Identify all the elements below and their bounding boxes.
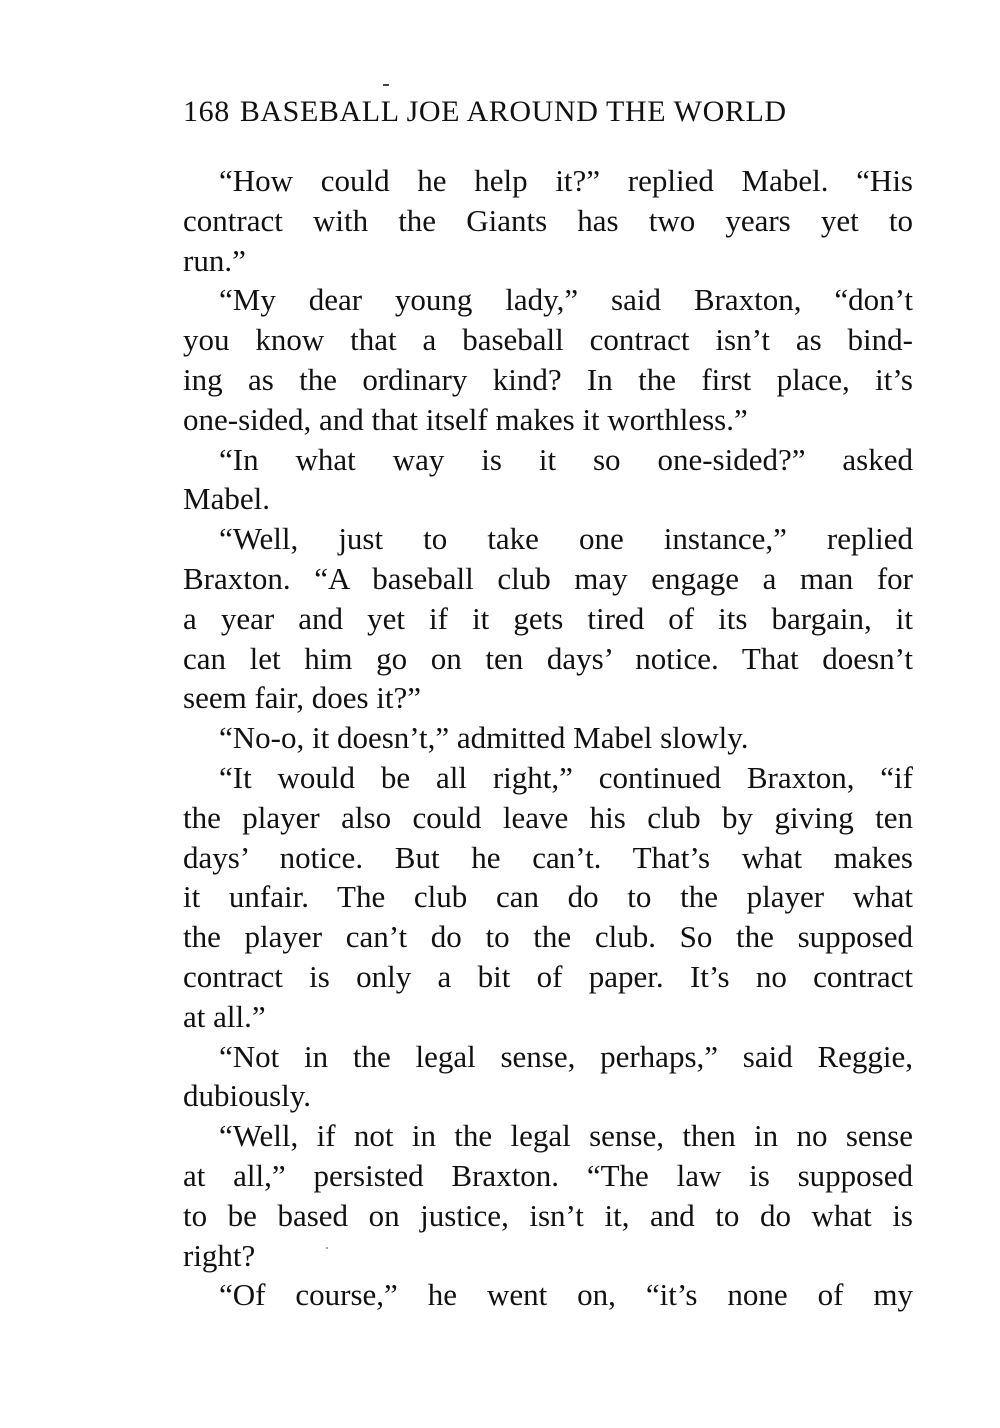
text-line: at all,” persisted Braxton. “The law is supposed	[183, 1157, 913, 1193]
body-text	[183, 161, 913, 1315]
text-line: run.”	[183, 242, 246, 278]
page-number: 168	[183, 95, 230, 128]
print-speck	[383, 84, 389, 86]
text-line: can let him go on ten days’ notice. That doesn’t	[183, 640, 913, 676]
text-line: you know that a baseball contract isn’t as bind-	[183, 322, 913, 358]
text-line: a year and yet if it gets tired of its bargain, it	[183, 600, 913, 636]
text-line: “Well, just to take one instance,” replied	[219, 521, 913, 557]
text-line: at all.”	[183, 998, 266, 1034]
text-line: “In what way is it so one-sided?” asked	[219, 441, 913, 477]
text-line: dubiously.	[183, 1078, 312, 1114]
running-title: BASEBALL JOE AROUND THE WORLD	[239, 95, 787, 128]
text-line: “Well, if not in the legal sense, then in no sense	[219, 1118, 913, 1154]
text-line: Braxton. “A baseball club may engage a man for	[183, 560, 913, 596]
text-line: ing as the ordinary kind? In the first place, it’s	[183, 361, 913, 397]
text-line: “How could he help it?” replied Mabel. “His	[219, 163, 913, 198]
text-line: “Not in the legal sense, perhaps,” said Reggie,	[219, 1038, 913, 1074]
text-line: contract is only a bit of paper. It’s no contract	[183, 958, 913, 994]
text-line: right?	[183, 1237, 256, 1273]
text-line: it unfair. The club can do to the player what	[183, 879, 913, 915]
text-line: “It would be all right,” continued Braxton, “if	[219, 759, 913, 795]
text-line: contract with the Giants has two years yet to	[183, 202, 913, 238]
text-line: seem fair, does it?”	[183, 680, 422, 716]
running-header	[183, 92, 913, 132]
text-line: to be based on justice, isn’t it, and to do what is	[183, 1197, 913, 1233]
text-line: “No-o, it doesn’t,” admitted Mabel slowly.	[219, 720, 749, 756]
text-line: “My dear young lady,” said Braxton, “don’t	[219, 282, 913, 318]
print-speck	[326, 1247, 328, 1249]
text-line: Mabel.	[183, 481, 270, 517]
text-line: “Of course,” he went on, “it’s none of my	[219, 1277, 913, 1313]
text-line: one-sided, and that itself makes it worthless.”	[183, 401, 748, 437]
text-line: the player also could leave his club by giving ten	[183, 799, 913, 835]
text-line: the player can’t do to the club. So the supposed	[183, 919, 913, 955]
text-line: days’ notice. But he can’t. That’s what makes	[183, 839, 913, 875]
